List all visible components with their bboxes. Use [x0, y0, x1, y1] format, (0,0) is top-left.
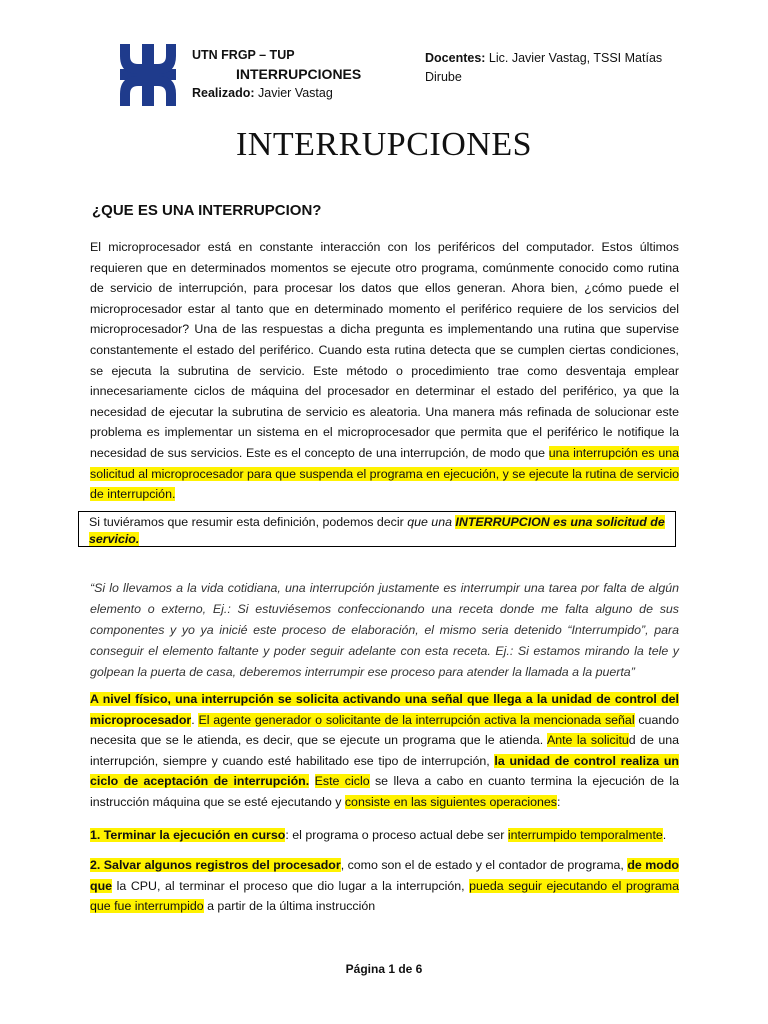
page-footer: Página 1 de 6: [345, 962, 423, 976]
paragraph-text: , como son el de estado y el contador de programa,: [340, 858, 628, 872]
author-label: Realizado:: [192, 86, 255, 100]
author-name: Javier Vastag: [258, 86, 333, 100]
paragraph-text: a partir de la última instrucción: [203, 899, 376, 914]
highlight-text: de modo que: [90, 858, 679, 893]
teachers-label: Docentes:: [425, 51, 486, 65]
definition-box: [78, 511, 676, 547]
paragraph-text: :: [557, 794, 561, 809]
header-left: [192, 46, 361, 103]
header-right: [425, 49, 665, 87]
paragraph-text: d de una interrupción, siempre y cuando esté habilitado ese tipo de interrupción,: [90, 733, 679, 768]
teachers-names: Lic. Javier Vastag, TSSI Matías Dirube: [425, 51, 663, 84]
definition-lead: Si tuviéramos que resumir esta definición, podemos decir: [89, 515, 408, 529]
paragraph-intro: [90, 237, 679, 505]
highlight-text: 2. Salvar algunos registros del procesador: [90, 858, 341, 872]
highlight-text: El agente generador o solicitante de la interrupción activa la mencionada señal: [198, 712, 635, 727]
highlight-text: una interrupción es una solicitud al microprocesador para que suspenda el programa en ejecución, y se ejecute la rutina de servicio de interrupción.: [90, 445, 679, 502]
highlight-text: Este ciclo: [314, 774, 370, 789]
highlight-text: Ante la solicitu: [546, 733, 629, 748]
paragraph-text: la CPU, al terminar el proceso que dio lugar a la interrupción,: [112, 878, 470, 893]
page-title: INTERRUPCIONES: [235, 126, 533, 163]
subject-name: INTERRUPCIONES: [236, 66, 362, 82]
author-line: [192, 84, 361, 103]
section-title: ¿QUE ES UNA INTERRUPCION?: [92, 202, 322, 219]
paragraph-physical: [90, 689, 679, 813]
list-item-2: [90, 855, 679, 917]
paragraph-text: El microprocesador está en constante interacción con los periféricos del computador. Estos últimos requieren que en determinados momentos se ejecute otro programa, comúnmente conocido como rutina de servicio de interrupción, para procesar los datos que ellos generan. Ahora bien, ¿cómo puede el microprocesador estar al tanto que en determinado momento el periférico requiere de los servicios del microprocesador? Una de las respuestas a dicha pregunta es implementando una rutina que supervise constantemente el estado del periférico. Cuando esta rutina detecta que se cumplen ciertas condiciones, se ejecuta la subrutina de servicio. Este método o procedimiento trae como desventaja emplear innecesariamente ciclos de máquina del procesador en determinar el estado del periférico, ya que la necesidad de ejecutar la subrutina de servicio es aleatoria. Una manera más refinada de solucionar este problema es implementar un sistema en el microprocesador que permita que el periférico le notifique la necesidad de sus servicios. Este es el concepto de una interrupción, de modo que: [90, 240, 679, 460]
list-item-1: [90, 825, 679, 846]
paragraph-text: se lleva a cabo en cuanto termina la ejecución de la instrucción máquina que se esté ejecutando y: [90, 774, 679, 809]
highlight-text: interrumpido temporalmente: [507, 828, 663, 842]
highlight-text: 1. Terminar la ejecución en curso: [90, 828, 286, 842]
highlight-text: consiste en las siguientes operaciones: [344, 794, 558, 809]
utn-logo-icon: [120, 44, 176, 106]
quote-paragraph: “Si lo llevamos a la vida cotidiana, una interrupción justamente es interrumpir una tarea por falta de algún elemento o externo, Ej.: Si estuviésemos confeccionando una receta donde me falta alguno de sus componentes y yo ya inicié este proceso de elaboración, el mismo seria detenido “Interrumpido”, para conseguir el elemento faltante y poder seguir adelante con esta receta. Ej.: Si estamos mirando la tele y golpean la puerta de casa, deberemos interrumpir ese proceso para atender la llamada a la puerta”: [90, 581, 679, 679]
highlight-text: A nivel físico, una interrupción se solicita activando una señal que llega a la unidad de control del microprocesador: [90, 692, 679, 727]
highlight-text: la unidad de control realiza un ciclo de aceptación de interrupción.: [90, 753, 679, 789]
paragraph-text: .: [662, 828, 667, 842]
highlight-text: pueda seguir ejecutando el programa que fue interrumpido: [90, 878, 679, 914]
definition-italic: que una: [407, 515, 456, 529]
paragraph-text: [309, 774, 314, 788]
paragraph-text: : el programa o proceso actual debe ser: [285, 828, 508, 842]
definition-highlight: INTERRUPCION es una solicitud de servicio.: [89, 515, 665, 546]
paragraph-text: cuando necesita que se le atienda, es decir, que se ejecute un programa que le atienda.: [90, 712, 680, 748]
org-name: UTN FRGP – TUP: [192, 48, 295, 62]
paragraph-text: .: [191, 712, 199, 727]
